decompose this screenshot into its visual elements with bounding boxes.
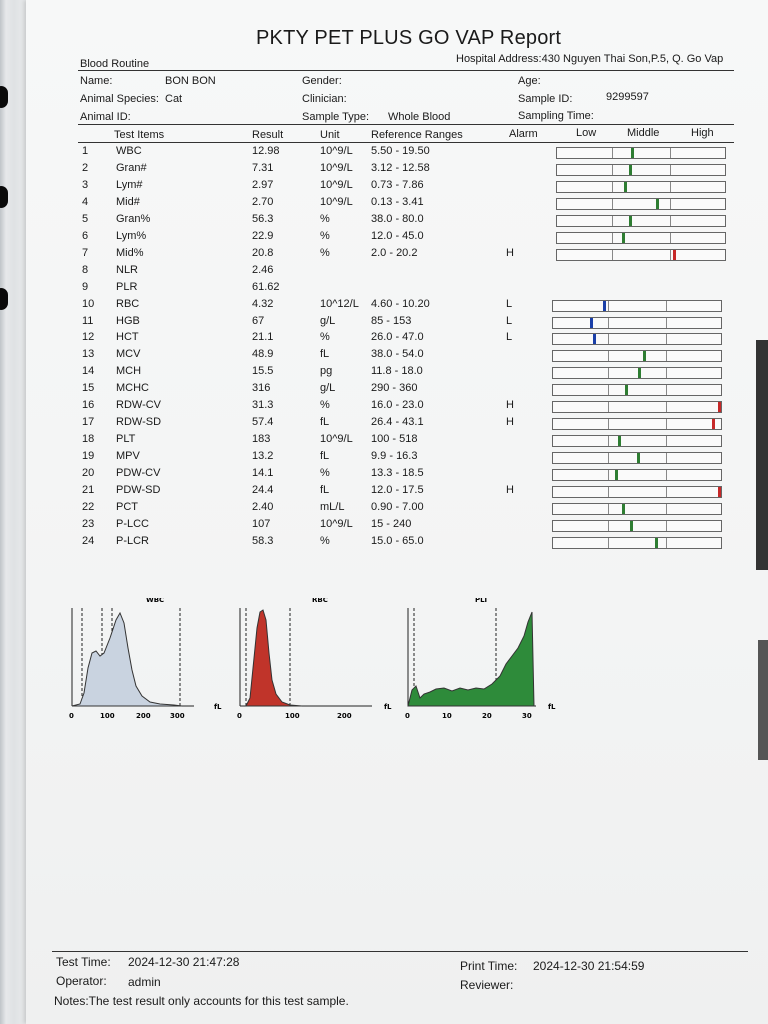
- range-gauge: [552, 486, 722, 498]
- reference-range: 9.9 - 16.3: [371, 450, 418, 462]
- result-value: 4.32: [252, 298, 274, 310]
- species-value: Cat: [165, 93, 183, 105]
- gauge-marker: [643, 351, 646, 361]
- alarm-flag: L: [506, 298, 513, 310]
- test-item: RBC: [116, 298, 140, 310]
- table-row: [78, 298, 738, 315]
- table-row: [78, 213, 738, 230]
- binder-hole: [0, 288, 8, 310]
- rbc-tick: 200: [337, 712, 352, 720]
- table-row: [78, 382, 738, 399]
- notes: Notes:The test result only accounts for this test sample.: [54, 994, 349, 1008]
- result-value: 12.98: [252, 145, 280, 157]
- test-item: PLT: [116, 433, 136, 445]
- row-number: 19: [82, 450, 95, 462]
- result-value: 56.3: [252, 213, 274, 225]
- reference-range: 3.12 - 12.58: [371, 162, 430, 174]
- range-gauge: [552, 401, 722, 413]
- unit-value: 10^9/L: [320, 162, 353, 174]
- range-gauge: [556, 147, 726, 159]
- test-item: Lym#: [116, 179, 143, 191]
- unit-value: fL: [320, 348, 330, 360]
- test-item: Mid%: [116, 247, 144, 259]
- table-row: [78, 196, 738, 213]
- table-row: [78, 264, 738, 281]
- row-number: 18: [82, 433, 95, 445]
- wbc-histogram: [64, 598, 224, 733]
- gauge-marker: [630, 521, 633, 531]
- sample-id-value: 9299597: [606, 91, 649, 103]
- alarm-flag: L: [506, 315, 513, 327]
- test-item: Mid#: [116, 196, 140, 208]
- row-number: 10: [82, 298, 95, 310]
- gauge-marker: [625, 385, 628, 395]
- operator-label: Operator:: [56, 974, 107, 988]
- row-number: 6: [82, 230, 89, 242]
- hospital-address: Hospital Address:430 Nguyen Thai Son,P.5, Q. Go Vap: [456, 53, 724, 65]
- row-number: 9: [82, 281, 89, 293]
- header-test-items: Test Items: [114, 129, 165, 141]
- test-item: PDW-CV: [116, 467, 161, 479]
- row-number: 24: [82, 535, 95, 547]
- table-row: [78, 179, 738, 196]
- divider: [78, 70, 734, 71]
- test-item: RDW-CV: [116, 399, 162, 411]
- test-item: HCT: [116, 331, 139, 343]
- binder-hole: [0, 86, 8, 108]
- test-item: MCH: [116, 365, 142, 377]
- result-value: 22.9: [252, 230, 274, 242]
- range-gauge: [552, 435, 722, 447]
- alarm-flag: L: [506, 331, 513, 343]
- reference-range: 12.0 - 17.5: [371, 484, 424, 496]
- test-item: PCT: [116, 501, 138, 513]
- operator-value: admin: [128, 975, 161, 989]
- reference-range: 13.3 - 18.5: [371, 467, 424, 479]
- gauge-marker: [673, 250, 676, 260]
- result-value: 2.70: [252, 196, 274, 208]
- table-row: [78, 315, 738, 332]
- row-number: 22: [82, 501, 95, 513]
- plt-histogram-title: PLT: [475, 598, 489, 604]
- table-row: [78, 230, 738, 247]
- unit-value: %: [320, 535, 330, 547]
- result-value: 13.2: [252, 450, 274, 462]
- range-gauge: [552, 333, 722, 345]
- plt-tick: 0: [405, 712, 410, 720]
- table-row: [78, 433, 738, 450]
- table-row: [78, 467, 738, 484]
- reference-range: 26.0 - 47.0: [371, 331, 424, 343]
- gauge-marker: [718, 487, 721, 497]
- unit-value: 10^9/L: [320, 145, 353, 157]
- test-time-label: Test Time:: [56, 955, 111, 969]
- test-item: Gran%: [116, 213, 151, 225]
- range-gauge: [552, 350, 722, 362]
- table-row: [78, 162, 738, 179]
- unit-value: %: [320, 247, 330, 259]
- range-gauge: [556, 249, 726, 261]
- result-value: 316: [252, 382, 271, 394]
- result-value: 67: [252, 315, 265, 327]
- clinician-label: Clinician:: [302, 93, 347, 105]
- age-label: Age:: [518, 75, 541, 87]
- gauge-marker: [656, 199, 659, 209]
- unit-value: mL/L: [320, 501, 345, 513]
- gauge-marker: [655, 538, 658, 548]
- unit-value: %: [320, 331, 330, 343]
- name-label: Name:: [80, 75, 113, 87]
- range-gauge: [552, 503, 722, 515]
- print-time-label: Print Time:: [460, 959, 518, 973]
- footer-divider: [52, 951, 748, 952]
- reference-range: 85 - 153: [371, 315, 412, 327]
- wbc-histogram-title: WBC: [146, 598, 165, 604]
- test-item: WBC: [116, 145, 142, 157]
- rbc-histogram-title: RBC: [312, 598, 328, 604]
- reference-range: 290 - 360: [371, 382, 418, 394]
- animal-id-label: Animal ID:: [80, 111, 131, 123]
- range-gauge: [556, 215, 726, 227]
- row-number: 5: [82, 213, 89, 225]
- unit-value: 10^9/L: [320, 179, 353, 191]
- alarm-flag: H: [506, 247, 514, 259]
- sampling-time-label: Sampling Time:: [518, 110, 594, 122]
- test-item: P-LCC: [116, 518, 150, 530]
- background-object: [756, 340, 768, 570]
- unit-value: g/L: [320, 315, 336, 327]
- gauge-marker: [638, 368, 641, 378]
- test-item: MPV: [116, 450, 140, 462]
- row-number: 15: [82, 382, 95, 394]
- plt-tick: 20: [482, 712, 492, 720]
- test-item: PDW-SD: [116, 484, 161, 496]
- test-item: MCHC: [116, 382, 149, 394]
- unit-value: fL: [320, 484, 330, 496]
- reference-range: 38.0 - 80.0: [371, 213, 424, 225]
- alarm-flag: H: [506, 399, 514, 411]
- plt-unit: fL: [548, 703, 556, 711]
- result-value: 107: [252, 518, 271, 530]
- reference-range: 0.73 - 7.86: [371, 179, 424, 191]
- test-item: PLR: [116, 281, 138, 293]
- divider: [78, 142, 734, 143]
- row-number: 2: [82, 162, 89, 174]
- reference-range: 4.60 - 10.20: [371, 298, 430, 310]
- range-gauge: [552, 384, 722, 396]
- result-value: 15.5: [252, 365, 274, 377]
- test-item: Lym%: [116, 230, 147, 242]
- unit-value: %: [320, 399, 330, 411]
- table-row: [78, 484, 738, 501]
- range-gauge: [552, 418, 722, 430]
- rbc-histogram: [232, 598, 402, 733]
- table-row: [78, 535, 738, 552]
- row-number: 23: [82, 518, 95, 530]
- sample-id-label: Sample ID:: [518, 93, 573, 105]
- test-item: RDW-SD: [116, 416, 162, 428]
- result-value: 21.1: [252, 331, 274, 343]
- divider: [78, 124, 734, 125]
- test-item: Gran#: [116, 162, 147, 174]
- header-reference: Reference Ranges: [371, 129, 463, 141]
- reference-range: 16.0 - 23.0: [371, 399, 424, 411]
- gauge-marker: [624, 182, 627, 192]
- plt-histogram: [400, 598, 565, 733]
- gauge-marker: [712, 419, 715, 429]
- result-value: 58.3: [252, 535, 274, 547]
- row-number: 21: [82, 484, 95, 496]
- unit-value: pg: [320, 365, 333, 377]
- wbc-tick: 300: [170, 712, 185, 720]
- range-gauge: [556, 181, 726, 193]
- range-gauge: [552, 452, 722, 464]
- table-row: [78, 348, 738, 365]
- table-row: [78, 281, 738, 298]
- unit-value: 10^9/L: [320, 433, 353, 445]
- background-object: [758, 640, 768, 760]
- row-number: 14: [82, 365, 95, 377]
- row-number: 16: [82, 399, 95, 411]
- wbc-tick: 100: [100, 712, 115, 720]
- header-middle: Middle: [627, 127, 660, 139]
- result-value: 48.9: [252, 348, 274, 360]
- table-row: [78, 501, 738, 518]
- table-row: [78, 331, 738, 348]
- wbc-tick: 200: [136, 712, 151, 720]
- table-row: [78, 145, 738, 162]
- header-high: High: [691, 127, 714, 139]
- range-gauge: [552, 317, 722, 329]
- result-value: 2.40: [252, 501, 274, 513]
- plt-tick: 10: [442, 712, 452, 720]
- reference-range: 100 - 518: [371, 433, 418, 445]
- header-unit: Unit: [320, 129, 340, 141]
- row-number: 8: [82, 264, 89, 276]
- gauge-marker: [593, 334, 596, 344]
- range-gauge: [552, 367, 722, 379]
- reference-range: 0.13 - 3.41: [371, 196, 424, 208]
- row-number: 11: [82, 315, 94, 327]
- wbc-tick: 0: [69, 712, 74, 720]
- table-row: [78, 399, 738, 416]
- test-item: HGB: [116, 315, 140, 327]
- species-label: Animal Species:: [80, 93, 159, 105]
- result-value: 20.8: [252, 247, 274, 259]
- print-time-value: 2024-12-30 21:54:59: [533, 959, 645, 973]
- reference-range: 2.0 - 20.2: [371, 247, 418, 259]
- sample-type-value: Whole Blood: [388, 111, 451, 123]
- test-item: NLR: [116, 264, 139, 276]
- table-row: [78, 518, 738, 535]
- gauge-marker: [622, 233, 625, 243]
- result-value: 7.31: [252, 162, 274, 174]
- result-value: 61.62: [252, 281, 280, 293]
- gauge-marker: [590, 318, 593, 328]
- plt-tick: 30: [522, 712, 532, 720]
- gauge-marker: [622, 504, 625, 514]
- result-value: 183: [252, 433, 271, 445]
- row-number: 4: [82, 196, 89, 208]
- table-row: [78, 450, 738, 467]
- range-gauge: [552, 300, 722, 312]
- result-value: 2.46: [252, 264, 274, 276]
- row-number: 17: [82, 416, 95, 428]
- table-row: [78, 247, 738, 264]
- result-value: 31.3: [252, 399, 274, 411]
- sample-type-label: Sample Type:: [302, 111, 370, 123]
- gauge-marker: [629, 216, 632, 226]
- result-value: 14.1: [252, 467, 274, 479]
- report-title: PKTY PET PLUS GO VAP Report: [256, 27, 562, 49]
- test-time-value: 2024-12-30 21:47:28: [128, 955, 240, 969]
- section-label: Blood Routine: [80, 58, 150, 70]
- result-value: 24.4: [252, 484, 274, 496]
- reference-range: 0.90 - 7.00: [371, 501, 424, 513]
- range-gauge: [552, 520, 722, 532]
- test-item: P-LCR: [116, 535, 150, 547]
- gauge-marker: [618, 436, 621, 446]
- reference-range: 26.4 - 43.1: [371, 416, 424, 428]
- unit-value: 10^9/L: [320, 196, 353, 208]
- reference-range: 11.8 - 18.0: [371, 365, 423, 377]
- wbc-unit: fL: [214, 703, 222, 711]
- reference-range: 38.0 - 54.0: [371, 348, 424, 360]
- unit-value: %: [320, 230, 330, 242]
- row-number: 13: [82, 348, 95, 360]
- reference-range: 15.0 - 65.0: [371, 535, 424, 547]
- test-item: MCV: [116, 348, 141, 360]
- gauge-marker: [615, 470, 618, 480]
- reference-range: 5.50 - 19.50: [371, 145, 430, 157]
- unit-value: %: [320, 467, 330, 479]
- alarm-flag: H: [506, 484, 514, 496]
- gauge-marker: [631, 148, 634, 158]
- row-number: 1: [82, 145, 89, 157]
- row-number: 3: [82, 179, 89, 191]
- table-row: [78, 365, 738, 382]
- range-gauge: [556, 232, 726, 244]
- unit-value: 10^9/L: [320, 518, 353, 530]
- range-gauge: [556, 198, 726, 210]
- alarm-flag: H: [506, 416, 514, 428]
- header-low: Low: [576, 127, 597, 139]
- unit-value: g/L: [320, 382, 336, 394]
- gauge-marker: [718, 402, 721, 412]
- unit-value: fL: [320, 450, 330, 462]
- range-gauge: [556, 164, 726, 176]
- table-row: [78, 416, 738, 433]
- patient-name: BON BON: [165, 75, 216, 87]
- reference-range: 12.0 - 45.0: [371, 230, 424, 242]
- header-alarm: Alarm: [509, 128, 538, 140]
- rbc-unit: fL: [384, 703, 392, 711]
- unit-value: fL: [320, 416, 330, 428]
- reference-range: 15 - 240: [371, 518, 412, 530]
- result-value: 2.97: [252, 179, 274, 191]
- rbc-tick: 100: [285, 712, 300, 720]
- row-number: 12: [82, 331, 95, 343]
- gender-label: Gender:: [302, 75, 342, 87]
- unit-value: %: [320, 213, 330, 225]
- header-result: Result: [252, 129, 284, 141]
- result-value: 57.4: [252, 416, 274, 428]
- reviewer-label: Reviewer:: [460, 978, 514, 992]
- binder-hole: [0, 186, 8, 208]
- range-gauge: [552, 469, 722, 481]
- gauge-marker: [637, 453, 640, 463]
- rbc-tick: 0: [237, 712, 242, 720]
- row-number: 20: [82, 467, 95, 479]
- unit-value: 10^12/L: [320, 298, 359, 310]
- row-number: 7: [82, 247, 89, 259]
- gauge-marker: [603, 301, 606, 311]
- range-gauge: [552, 537, 722, 549]
- gauge-marker: [629, 165, 632, 175]
